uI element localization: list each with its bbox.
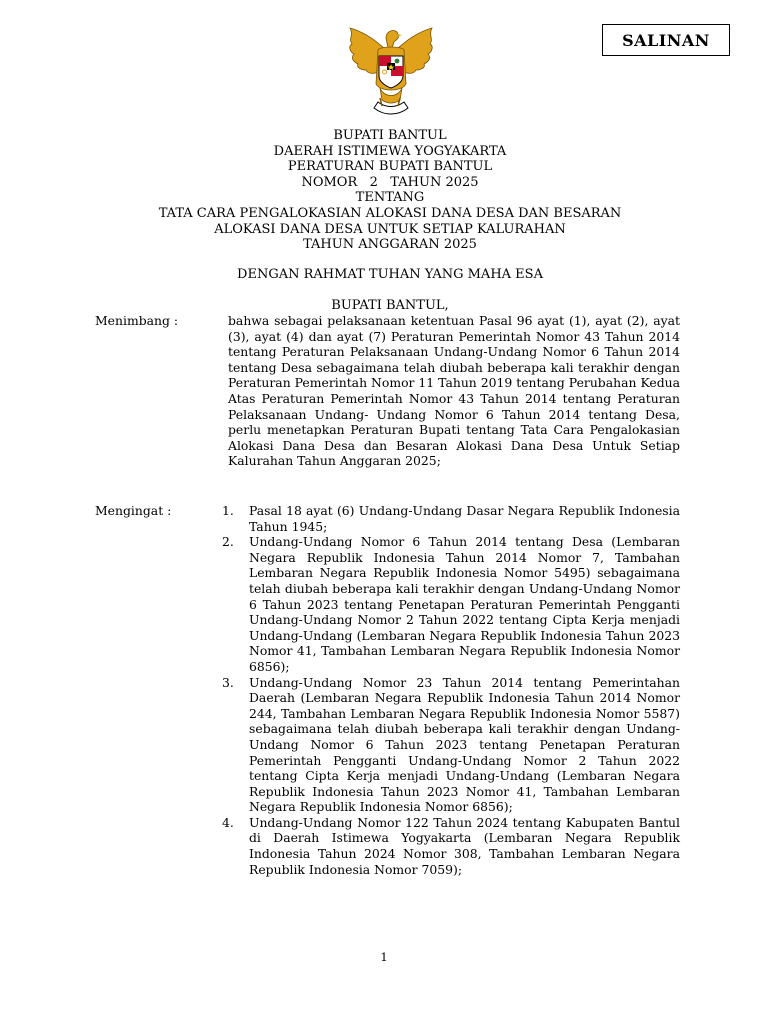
list-item <box>222 675 680 815</box>
list-item-text: Undang-Undang Nomor 23 Tahun 2014 tentang Pemerintahan Daerah (Lembaran Negara Republik Indonesia Tahun 2014 Nomor 244, Tambahan Lembaran Negara Republik Indonesia Nomor 5587) sebagaimana telah diubah beberapa kali terakhir dengan Undang-Undang Nomor 6 Tahun 2023 tentang Penetapan Peraturan Pemerintah Pengganti Undang-Undang Nomor 2 Tahun 2022 tentang Cipta Kerja menjadi Undang-Undang (Lembaran Negara Republik Indonesia Tahun 2023 Nomor 41, Tambahan Lembaran Negara Republik Indonesia Nomor 6856); <box>249 674 680 815</box>
salinan-stamp: SALINAN <box>602 24 730 56</box>
header-line: ALOKASI DANA DESA UNTUK SETIAP KALURAHAN <box>214 221 566 237</box>
list-item <box>222 503 680 534</box>
blessing-line: DENGAN RAHMAT TUHAN YANG MAHA ESA <box>237 267 543 282</box>
list-item-text: Undang-Undang Nomor 122 Tahun 2024 tentang Kabupaten Bantul di Daerah Istimewa Yogyakarta (Lembaran Negara Republik Indonesia Tahun 2024 Nomor 308, Tambahan Lembaran Negara Republik Indonesia Nomor 7059); <box>249 814 680 877</box>
list-item-number: 3. <box>222 674 234 690</box>
header-line: TENTANG <box>355 190 425 206</box>
header-line: DAERAH ISTIMEWA YOGYAKARTA <box>273 143 507 159</box>
list-item-number: 4. <box>222 814 234 830</box>
regulation-header <box>90 128 690 253</box>
header-line: TAHUN ANGGARAN 2025 <box>303 237 477 253</box>
header-line: NOMOR 2 TAHUN 2025 <box>301 174 479 190</box>
list-item <box>222 534 680 674</box>
mengingat-label: Mengingat : <box>95 503 172 518</box>
header-line: PERATURAN BUPATI BANTUL <box>287 159 493 175</box>
menimbang-text: bahwa sebagai pelaksanaan ketentuan Pasal 96 ayat (1), ayat (2), ayat (3), ayat (4) dan ayat (7) Peraturan Pemerintah Nomor 43 Tahun 2014 tentang Peraturan Pelaksanaan Undang-Undang Nomor 6 Tahun 2014 tentang Desa sebagaimana telah diubah beberapa kali terakhir dengan Peraturan Pemerintah Nomor 11 Tahun 2019 tentang Perubahan Kedua Atas Peraturan Pemerintah Nomor 43 Tahun 2014 tentang Peraturan Pelaksanaan Undang- Undang Nomor 6 Tahun 2014 tentang Desa, perlu menetapkan Peraturan Bupati tentang Tata Cara Pengalokasian Alokasi Dana Desa dan Besaran Alokasi Dana Desa Untuk Setiap Kalurahan Tahun Anggaran 2025; <box>228 313 680 469</box>
header-line: TATA CARA PENGALOKASIAN ALOKASI DANA DESA DAN BESARAN <box>158 205 622 221</box>
list-item <box>222 815 680 877</box>
list-item-number: 1. <box>222 503 234 518</box>
mengingat-list <box>222 503 680 877</box>
list-item-text: Undang-Undang Nomor 6 Tahun 2014 tentang Desa (Lembaran Negara Republik Indonesia Tahun 2014 Nomor 7, Tambahan Lembaran Negara Republik Indonesia Nomor 5495) sebagaimana telah diubah beberapa kali terakhir dengan Undang-Undang Nomor 6 Tahun 2023 tentang Penetapan Peraturan Pemerintah Pengganti Undang-Undang Nomor 2 Tahun 2022 tentang Cipta Kerja menjadi Undang-Undang (Lembaran Negara Republik Indonesia Tahun 2023 Nomor 41, Tambahan Lembaran Negara Republik Indonesia Nomor 6856); <box>249 534 680 674</box>
regent-title: BUPATI BANTUL, <box>331 298 449 313</box>
list-item-text: Pasal 18 ayat (6) Undang-Undang Dasar Negara Republik Indonesia Tahun 1945; <box>249 503 680 534</box>
list-item-number: 2. <box>222 534 234 550</box>
garuda-pancasila-emblem-icon <box>336 22 446 120</box>
page-number: 1 <box>380 950 388 964</box>
header-line: BUPATI BANTUL <box>333 128 447 143</box>
menimbang-label: Menimbang : <box>95 313 179 328</box>
